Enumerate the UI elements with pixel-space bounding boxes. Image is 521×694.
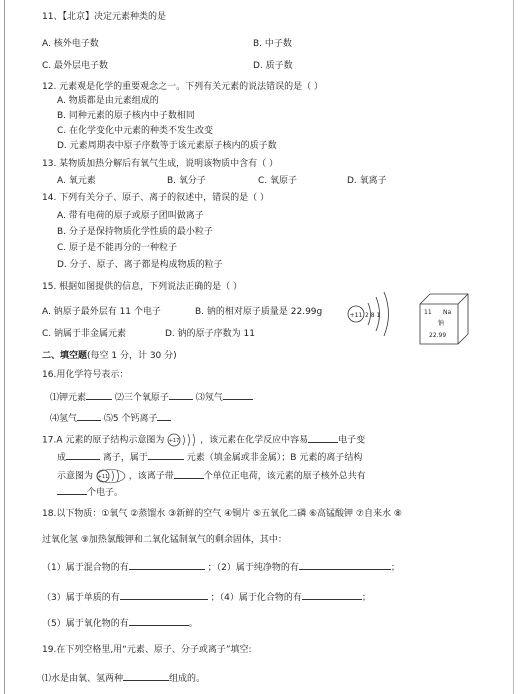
element-name: 钠 bbox=[438, 320, 445, 327]
q13-option-b: B. 氧分子 bbox=[167, 176, 206, 186]
q19-stem: 19.在下列空格里,用“元素、原子、分子或离子”填空: bbox=[42, 645, 252, 655]
q11-option-c: C. 最外层电子数 bbox=[42, 61, 109, 71]
sodium-ion-shells bbox=[112, 470, 119, 482]
q12-option-b: B. 同种元素的原子核内中子数相同 bbox=[57, 111, 195, 121]
q17-blank-1[interactable] bbox=[308, 434, 338, 443]
q17-line4-text: 个电子。 bbox=[87, 488, 124, 498]
element-number: 11 bbox=[424, 309, 432, 316]
q17-line1 bbox=[42, 433, 365, 447]
q18-row2 bbox=[42, 591, 371, 604]
q18-blank-4[interactable] bbox=[302, 591, 362, 600]
q17-line3-a: 示意图为 bbox=[57, 471, 94, 482]
q18-part-4: ；（4）属于化合物的有 bbox=[210, 593, 302, 603]
chlorine-shells bbox=[183, 434, 195, 446]
sodium-ion-diagram bbox=[96, 469, 126, 483]
q13-option-c: C. 氧原子 bbox=[258, 176, 298, 186]
q18-line1: 18.以下物质：①氧气 ②蒸馏水 ③新鲜的空气 ④铜片 ⑤五氧化二磷 ⑥高锰酸钾 ⑦自来水 ⑧ bbox=[42, 509, 402, 519]
q18-blank-2[interactable] bbox=[299, 561, 391, 570]
q17-line2 bbox=[57, 451, 362, 464]
q17-line4 bbox=[57, 486, 123, 499]
q17-line1-c: 电子变 bbox=[338, 435, 366, 446]
electron-shell-3 bbox=[384, 292, 389, 336]
q14-option-b: B. 分子是保持物质化学性质的最小粒子 bbox=[57, 227, 213, 237]
q16-blank-4[interactable] bbox=[77, 412, 101, 421]
section2-note: (每空 1 分，计 30 分) bbox=[87, 351, 177, 361]
q17-line2-a: 成 bbox=[57, 453, 67, 463]
q19-line1-a: ⑴水是由氧、氢两种 bbox=[42, 674, 124, 684]
q15-option-d: D. 钠的原子序数为 11 bbox=[165, 329, 255, 339]
page-right-edge bbox=[513, 0, 514, 694]
q16-blank-5[interactable] bbox=[157, 412, 171, 421]
q15-option-a: A. 钠原子最外层有 11 个电子 bbox=[42, 307, 161, 317]
q18-row3-end: 。 bbox=[188, 619, 198, 629]
q14-stem: 14. 下列有关分子、原子、离子的叙述中，错误的是（ ） bbox=[42, 193, 270, 203]
q16-blank-2[interactable] bbox=[169, 391, 193, 400]
page-left-edge bbox=[4, 0, 5, 694]
q16-stem: 16.用化学符号表示： bbox=[42, 370, 129, 380]
nucleus-a-charge: +17 bbox=[168, 438, 180, 444]
q16-item-3: ⑶氖气 bbox=[195, 393, 223, 403]
q16-item-1: ⑴钾元素 bbox=[50, 393, 87, 403]
q14-option-c: C. 原子是不能再分的一种粒子 bbox=[57, 243, 178, 253]
q17-line2-b: 离子，属于 bbox=[102, 453, 148, 463]
q13-option-a: A. 氧元素 bbox=[57, 176, 96, 186]
q19-line1 bbox=[42, 672, 205, 685]
q15-option-b: B. 钠的相对原子质量是 22.99g bbox=[195, 307, 323, 317]
q15-stem: 15. 根据如图提供的信息，下列说法正确的是（ ） bbox=[42, 282, 243, 292]
q19-blank-1[interactable] bbox=[123, 672, 169, 681]
nucleus-charge: +11 bbox=[349, 312, 363, 319]
q17-line3 bbox=[57, 469, 366, 483]
q17-line2-c: 元素（填金属或非金属）；B 元素的离子结构 bbox=[186, 453, 363, 463]
q16-item-5: ⑸5 个钙离子 bbox=[103, 414, 158, 424]
q15-option-c: C. 钠属于非金属元素 bbox=[42, 329, 127, 339]
element-mass: 22.99 bbox=[429, 332, 447, 339]
electron-counts: 2 8 1 bbox=[365, 312, 381, 319]
q17-blank-4[interactable] bbox=[174, 470, 204, 479]
q13-option-d: D. 氧离子 bbox=[347, 176, 387, 186]
section2-heading bbox=[42, 351, 177, 362]
q18-part-2: ；（2）属于纯净物的有 bbox=[207, 563, 299, 573]
q18-blank-1[interactable] bbox=[129, 561, 205, 570]
sodium-element-card bbox=[418, 292, 470, 346]
q14-option-a: A. 带有电荷的原子或原子团叫做离子 bbox=[57, 211, 204, 221]
q11-option-a: A. 核外电子数 bbox=[42, 39, 99, 49]
q11-stem: 11、【北京】决定元素种类的是 bbox=[42, 12, 166, 22]
q19-line1-b: 组成的。 bbox=[169, 674, 206, 684]
q17-line3-b: ，该离子带 bbox=[128, 471, 174, 482]
q18-blank-5[interactable] bbox=[129, 617, 189, 626]
section2-title: 二、填空题 bbox=[42, 351, 88, 361]
q16-blank-1[interactable] bbox=[86, 391, 112, 400]
q17-line1-b: ，该元素在化学反应中容易 bbox=[200, 435, 309, 446]
q14-option-d: D. 分子、原子、离子都是构成物质的粒子 bbox=[57, 260, 223, 270]
q17-blank-3[interactable] bbox=[148, 451, 184, 460]
q12-stem: 12. 元素观是化学的重要观念之一。下列有关元素的说法错误的是（ ） bbox=[42, 82, 324, 92]
q12-option-d: D. 元素周期表中原子序数等于该元素原子核内的质子数 bbox=[57, 141, 277, 151]
q18-part-5: （5）属于氧化物的有 bbox=[42, 619, 129, 629]
sodium-atom-diagram bbox=[346, 289, 396, 339]
q18-row1 bbox=[42, 561, 400, 574]
nucleus-b-charge: +11 bbox=[97, 474, 109, 480]
q18-row2-end: ； bbox=[361, 593, 371, 603]
q12-option-c: C. 在化学变化中元素的种类不发生改变 bbox=[57, 126, 214, 136]
q18-row3 bbox=[42, 617, 198, 630]
q17-blank-2[interactable] bbox=[66, 451, 100, 460]
q16-item-2: ⑵三个氧原子 bbox=[114, 393, 169, 403]
q16-blank-3[interactable] bbox=[223, 391, 253, 400]
q16-line1 bbox=[50, 391, 253, 404]
q18-blank-3[interactable] bbox=[120, 591, 208, 600]
q17-blank-5[interactable] bbox=[57, 486, 87, 495]
q18-part-3: （3）属于单质的有 bbox=[42, 593, 120, 603]
q16-item-4: ⑷氢气 bbox=[50, 414, 78, 424]
element-symbol: Na bbox=[443, 309, 452, 316]
q11-option-b: B. 中子数 bbox=[253, 39, 292, 49]
q17-line1-a: 17.A 元素的原子结构示意图为 bbox=[42, 435, 165, 446]
chlorine-atom-diagram bbox=[167, 433, 197, 447]
q17-line3-c: 个单位正电荷，该元素的原子核外总共有 bbox=[203, 471, 366, 482]
q18-line2: 过氧化氢 ⑨加热氯酸钾和二氧化锰制氧气的剩余固体，其中： bbox=[42, 535, 287, 545]
q16-line2 bbox=[50, 412, 171, 425]
q13-stem: 13. 某物质加热分解后有氧气生成，说明该物质中含有（ ） bbox=[42, 159, 279, 169]
q18-part-1: （1）属于混合物的有 bbox=[42, 563, 129, 573]
q11-option-d: D. 质子数 bbox=[253, 61, 293, 71]
q18-row1-end: ； bbox=[390, 563, 400, 573]
q12-option-a: A. 物质都是由元素组成的 bbox=[57, 96, 159, 106]
